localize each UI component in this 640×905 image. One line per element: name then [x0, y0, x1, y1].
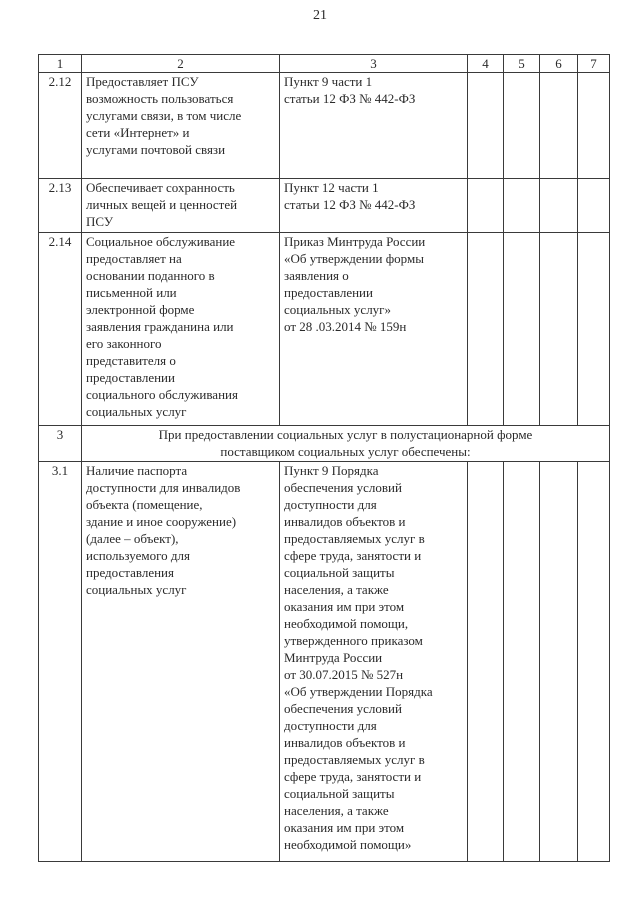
row-number: 2.13 — [39, 179, 82, 233]
column-number: 5 — [504, 55, 540, 73]
row-number: 2.14 — [39, 233, 82, 426]
column-number: 1 — [39, 55, 82, 73]
empty-cell — [468, 462, 504, 862]
requirement-cell: Социальное обслуживание предоставляет на основании поданного в письменной или электронной форме заявления гражданина или его законного представителя о предоставлении социального обслуживания социальных услуг — [82, 233, 280, 426]
table-row — [39, 462, 610, 862]
column-number: 3 — [280, 55, 468, 73]
column-number: 2 — [82, 55, 280, 73]
empty-cell — [540, 73, 578, 179]
empty-cell — [540, 462, 578, 862]
empty-cell — [540, 233, 578, 426]
empty-cell — [468, 233, 504, 426]
table-row — [39, 233, 610, 426]
empty-cell — [578, 462, 610, 862]
section-title: При предоставлении социальных услуг в полустационарной форме поставщиком социальных услуг обеспечены: — [82, 426, 610, 462]
empty-cell — [468, 73, 504, 179]
empty-cell — [540, 179, 578, 233]
legal-basis-cell: Пункт 9 части 1 статьи 12 ФЗ № 442-ФЗ — [280, 73, 468, 179]
section-number: 3 — [39, 426, 82, 462]
empty-cell — [578, 233, 610, 426]
empty-cell — [504, 233, 540, 426]
row-number: 3.1 — [39, 462, 82, 862]
column-number: 7 — [578, 55, 610, 73]
empty-cell — [504, 73, 540, 179]
empty-cell — [578, 73, 610, 179]
legal-basis-cell: Пункт 12 части 1 статьи 12 ФЗ № 442-ФЗ — [280, 179, 468, 233]
empty-cell — [504, 179, 540, 233]
page-number: 21 — [313, 8, 327, 23]
column-number-row — [39, 55, 610, 73]
empty-cell — [504, 462, 540, 862]
column-number: 6 — [540, 55, 578, 73]
section-row — [39, 426, 610, 462]
empty-cell — [578, 179, 610, 233]
requirement-cell: Обеспечивает сохранность личных вещей и ценностей ПСУ — [82, 179, 280, 233]
requirement-cell: Наличие паспорта доступности для инвалидов объекта (помещение, здание и иное сооружение) (далее – объект), используемого для предоставления социальных услуг — [82, 462, 280, 862]
empty-cell — [468, 179, 504, 233]
table-row — [39, 179, 610, 233]
legal-basis-cell: Приказ Минтруда России «Об утверждении формы заявления о предоставлении социальных услуг» от 28 .03.2014 № 159н — [280, 233, 468, 426]
legal-basis-cell: Пункт 9 Порядка обеспечения условий доступности для инвалидов объектов и предоставляемых услуг в сфере труда, занятости и социальной защиты населения, а также оказания им при этом необходимой помощи, утвержденного приказом Минтруда России от 30.07.2015 № 527н «Об утверждении Порядка обеспечения условий доступности для инвалидов объектов и предоставляемых услуг в сфере труда, занятости и социальной защиты населения, а также оказания им при этом необходимой помощи» — [280, 462, 468, 862]
column-number: 4 — [468, 55, 504, 73]
requirement-cell: Предоставляет ПСУ возможность пользоваться услугами связи, в том числе сети «Интернет» и услугами почтовой связи — [82, 73, 280, 179]
requirements-table — [38, 54, 610, 862]
table-row — [39, 73, 610, 179]
row-number: 2.12 — [39, 73, 82, 179]
